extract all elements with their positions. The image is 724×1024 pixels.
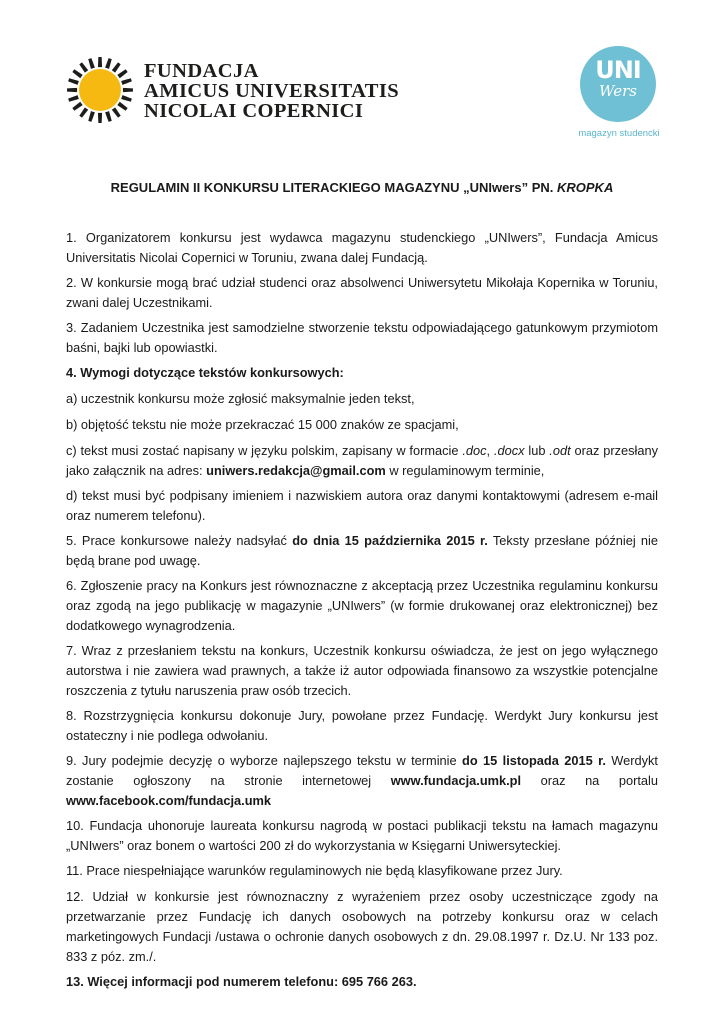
sun-ray	[123, 88, 133, 92]
text-run: c) tekst musi zostać napisany w języku polskim, zapisany w formacie	[66, 443, 463, 458]
text-run: 9. Jury podejmie decyzję o wyborze najlepszego tekstu w terminie	[66, 753, 463, 768]
sun-ray	[112, 62, 121, 72]
sun-ray	[117, 102, 127, 111]
rule-13: 13. Więcej informacji pod numerem telefonu: 695 766 263.	[66, 974, 417, 989]
uniwers-logo	[576, 46, 662, 146]
text-run: w regulaminowym terminie,	[385, 463, 545, 478]
sun-ray	[117, 69, 127, 78]
foundation-name-line: FUNDACJA	[144, 60, 259, 82]
format-doc: .doc	[462, 443, 487, 458]
rule-3: 3. Zadaniem Uczestnika jest samodzielne stworzenie tekstu odpowiadającego gatunkowym przymiotom baśni, bajki lub opowiastki.	[66, 320, 658, 355]
sun-ray	[68, 78, 79, 85]
uniwers-badge	[580, 46, 656, 122]
rule-6: 6. Zgłoszenie pracy na Konkurs jest równoznaczne z akceptacją przez Uczestnika regulaminu konkursu oraz zgodą na jego publikację w magazynie „UNIwers” (w formie drukowanej oraz elektronicznej) bez dodatkowego wynagrodzenia.	[66, 578, 658, 633]
sun-ray	[105, 111, 112, 122]
sun-ray	[112, 107, 121, 117]
verdict-date: do 15 listopada 2015 r.	[462, 753, 606, 768]
sun-ray	[88, 58, 95, 69]
contact-email: uniwers.redakcja@gmail.com	[206, 463, 386, 478]
sun-ray	[79, 107, 88, 117]
sun-emblem-icon	[66, 57, 134, 123]
text-run: oraz przesłany jako załącznik na adres:	[66, 443, 658, 478]
title-main: REGULAMIN II KONKURSU LITERACKIEGO MAGAZYNU „UNIwers” PN.	[110, 180, 557, 195]
rule-4b: b) objętość tekstu nie może przekraczać 15 000 znaków ze spacjami,	[66, 417, 459, 432]
rule-7: 7. Wraz z przesłaniem tekstu na konkurs, Uczestnik konkursu oświadcza, że jest on jego wyłącznego autorstwa i nie zawiera wad prawnych, a także iż autor odpowiada finansowo za wszystkie potencjalne roszczenia z tytułu naruszenia praw osób trzecich.	[66, 643, 658, 698]
foundation-name-line: AMICUS UNIVERSITATIS	[144, 80, 400, 102]
rule-4d: d) tekst musi być podpisany imieniem i nazwiskiem autora oraz danymi kontaktowymi (adresem e-mail oraz numerem telefonu).	[66, 488, 658, 523]
sun-ray	[68, 95, 79, 102]
text-run: Werdykt zostanie ogłoszony na stronie internetowej	[66, 753, 658, 788]
sun-ray	[88, 111, 95, 122]
badge-uni-text: UNI	[595, 56, 641, 84]
rule-12: 12. Udział w konkursie jest równoznaczny z wyrażeniem przez osoby uczestniczące zgody na przetwarzanie przez Fundację ich danych osobowych na potrzeby konkursu oraz w celach marketingowych Fundacji /ustawa o ochronie danych osobowych z dn. 29.08.1997 r. Dz.U. Nr 133 poz. 833 z póz. zm./.	[66, 889, 658, 964]
rule-11: 11. Prace niespełniające warunków regulaminowych nie będą klasyfikowane przez Jury.	[66, 863, 563, 878]
badge-wers-text: Wers	[599, 82, 637, 100]
format-docx: .docx	[493, 443, 525, 458]
sun-ray	[121, 95, 132, 102]
rule-10: 10. Fundacja uhonoruje laureata konkursu nagrodą w postaci publikacji tekstu na łamach magazynu „UNIwers” oraz bonem o wartości 200 zł do wykorzystania w Księgarni Uniwersyteckiej.	[66, 818, 658, 853]
text-run: Teksty przesłane później nie będą brane pod uwagę.	[66, 533, 658, 568]
document-title	[66, 180, 658, 196]
foundation-name-line: NICOLAI COPERNICI	[144, 100, 364, 122]
foundation-logo	[66, 57, 400, 127]
sun-ray	[121, 78, 132, 85]
sun-ray	[98, 57, 102, 67]
sun-ray	[79, 62, 88, 72]
text-run: ,	[486, 443, 494, 458]
sun-ray	[105, 58, 112, 69]
rule-8: 8. Rozstrzygnięcia konkursu dokonuje Jury, powołane przez Fundację. Werdykt Jury konkursu jest ostateczny i nie podlega odwołaniu.	[66, 708, 658, 743]
text-run: oraz na portalu	[521, 773, 658, 788]
format-odt: .odt	[549, 443, 571, 458]
badge-caption: magazyn studencki	[578, 128, 660, 139]
website-address: www.fundacja.umk.pl	[390, 773, 522, 788]
text-run: 5. Prace konkursowe należy nadsyłać	[66, 533, 293, 548]
rule-4-heading: 4. Wymogi dotyczące tekstów konkursowych:	[66, 365, 344, 380]
rule-5	[66, 531, 658, 571]
facebook-address: www.facebook.com/fundacja.umk	[66, 793, 272, 808]
text-run: lub	[524, 443, 550, 458]
title-italic: KROPKA	[557, 180, 614, 195]
sun-ray	[98, 113, 102, 123]
submission-deadline: do dnia 15 października 2015 r.	[292, 533, 488, 548]
regulations-body	[66, 228, 658, 998]
sun-ray	[72, 69, 82, 78]
rule-4a: a) uczestnik konkursu może zgłosić maksymalnie jeden tekst,	[66, 391, 415, 406]
rule-4c	[66, 441, 658, 481]
rule-2: 2. W konkursie mogą brać udział studenci oraz absolwenci Uniwersytetu Mikołaja Kopernika w Toruniu, zwani dalej Uczestnikami.	[66, 275, 658, 310]
foundation-name	[144, 60, 400, 122]
sun-ray	[67, 88, 77, 92]
rule-9	[66, 751, 658, 811]
rule-1: 1. Organizatorem konkursu jest wydawca magazynu studenckiego „UNIwers”, Fundacja Amicus Universitatis Nicolai Copernici w Toruniu, zwana dalej Fundacją.	[66, 230, 658, 265]
sun-ray	[72, 102, 82, 111]
